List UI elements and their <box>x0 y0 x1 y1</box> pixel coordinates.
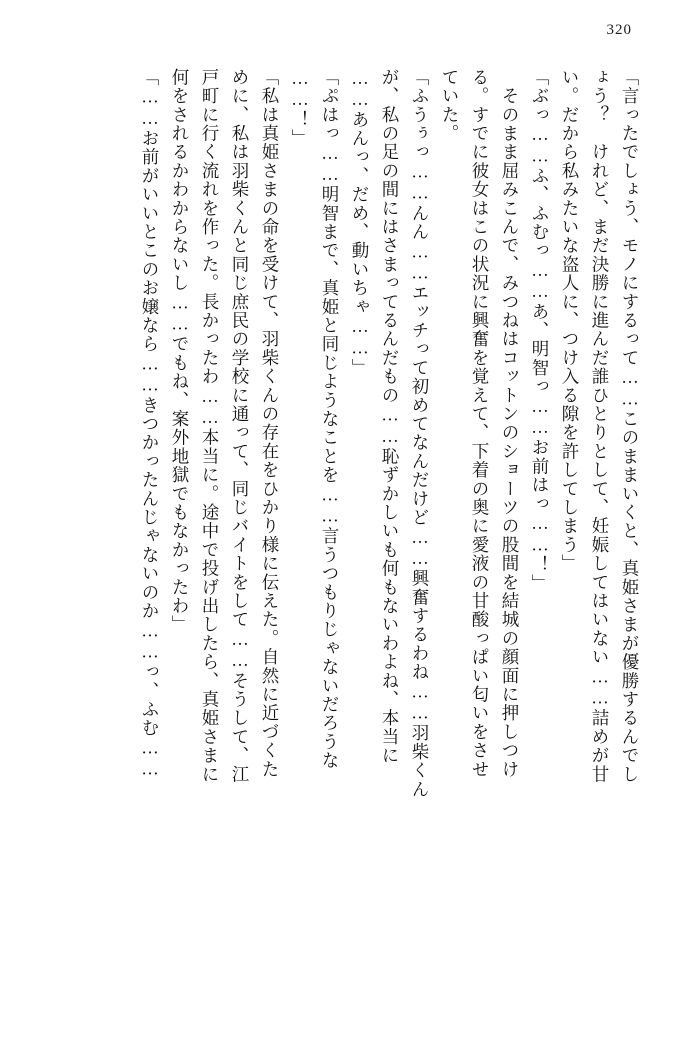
text-column: 「ぷはっ……明智まで、真姫と同じようなことを……言うつもりじゃないだろうな <box>320 68 340 770</box>
text-column: ていた。 <box>440 68 460 143</box>
text-column: 「ぶっ……ふ、ふむっ……あ、明智っ……お前はっ……！」 <box>530 68 550 593</box>
text-column: そのまま屈みこんで、みつねはコットンのショーツの股間を結城の顔面に押しつけ <box>500 68 520 779</box>
text-column: 戸町に行く流れを作った。長かったわ……本当に。途中で投げ出したら、真姫さまに <box>200 68 220 784</box>
text-column: ょう？ けれど、まだ決勝に進んだ誰ひとりとして、妊娠してはいない……詰めが甘 <box>590 68 610 784</box>
text-column: 「……お前がいいとこのお嬢なら……きつかったんじゃないのか……っ、ふむ…… <box>140 68 160 780</box>
text-column: い。だから私みたいな盗人に、つけ入る隙を許してしまう」 <box>560 68 580 573</box>
text-column: 「ふうぅっ……んん……エッチって初めてなんだけど……興奮するわね……羽柴くん <box>410 68 430 799</box>
text-column: 「言ったでしょう、モノにするって……このままいくと、真姫さまが優勝するんでし <box>620 68 640 784</box>
vertical-text-body <box>38 68 638 1010</box>
text-column: ……！」 <box>290 68 310 148</box>
text-column: 何をされるかわからないし……でもね、案外地獄でもなかったわ」 <box>170 68 190 634</box>
text-column: が、私の足の間にはさまってるんだもの……恥ずかしいも何もないわよね、本当に <box>380 68 400 765</box>
text-column: ……あんっ、だめ、動いちゃ……」 <box>350 68 370 378</box>
page-number: 320 <box>606 22 632 38</box>
text-column: る。すでに彼女はこの状況に興奮を覚えて、下着の奥に愛液の甘酸っぱい匂いをさせ <box>470 68 490 779</box>
text-column: めに、私は羽柴くんと同じ庶民の学校に通って、同じバイトをして……そうして、江 <box>230 68 250 784</box>
text-column: 「私は真姫さまの命を受けて、羽柴くんの存在をひかり様に伝えた。自然に近づくた <box>260 68 280 779</box>
